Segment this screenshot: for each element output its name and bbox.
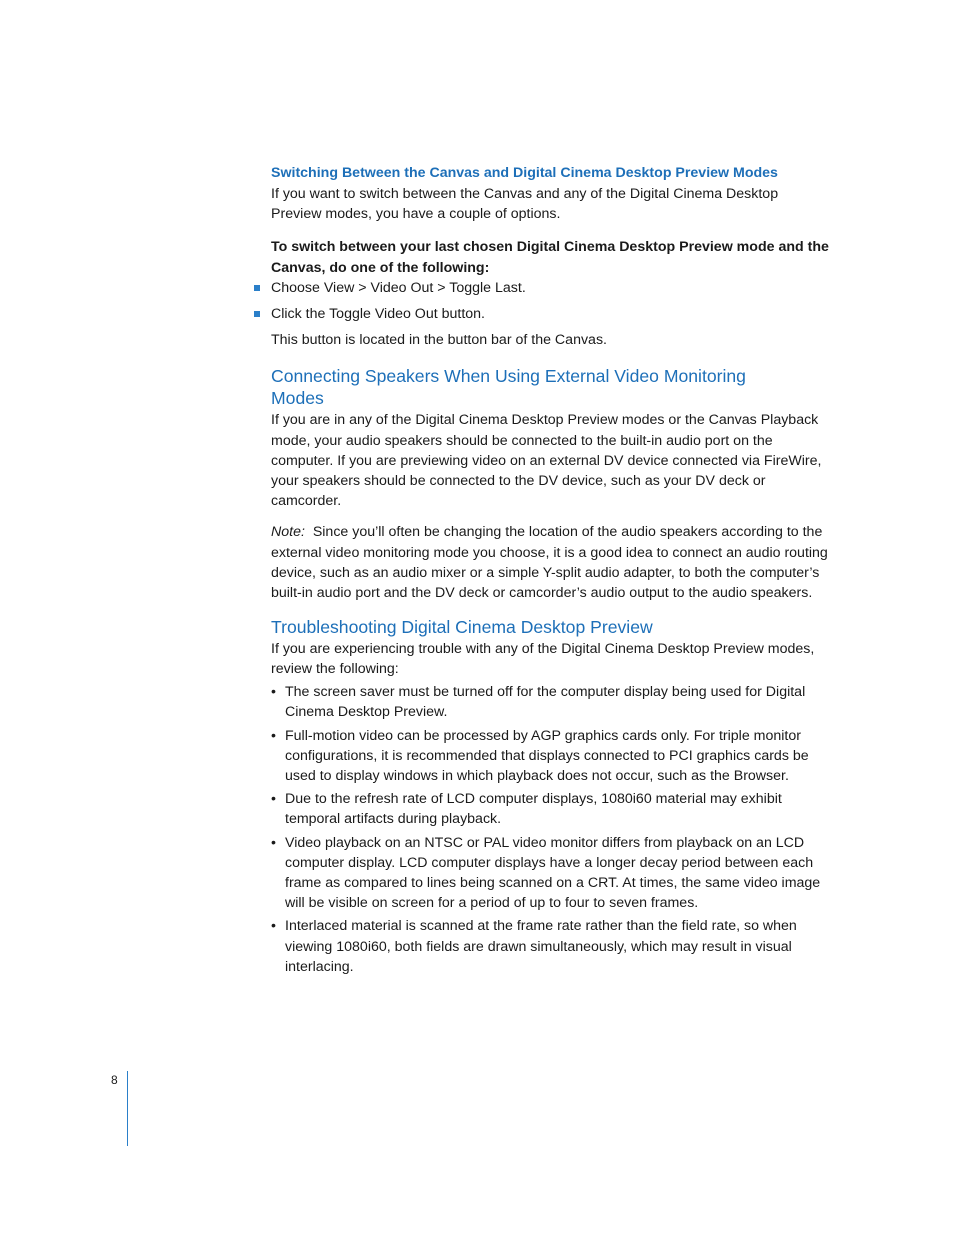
- task-heading: To switch between your last chosen Digital Cinema Desktop Preview mode and the Canvas, do one of the following:: [271, 239, 829, 276]
- section-body-speakers: If you are in any of the Digital Cinema Desktop Preview modes or the Canvas Playback mode, your audio speakers should be connected to the built-in audio port on the computer. If you are previewing video on an external DV device connected via FireWire, your speakers should be connected to the DV device, such as your DV deck or camcorder.: [271, 412, 822, 510]
- page-number: 8: [111, 1073, 118, 1087]
- note-text: Since you’ll often be changing the location of the audio speakers according to the external video monitoring mode you choose, it is a good idea to connect an audio routing device, such as an audio mixer or a simple Y-split audio adapter, to both the computer’s built-in audio port and the DV deck or camcorder’s audio output to the audio speakers.: [271, 524, 828, 602]
- section-heading-speakers: Connecting Speakers When Using External Video Monitoring Modes: [271, 366, 746, 408]
- list-item-text: Full-motion video can be processed by AGP graphics cards only. For triple monitor configurations, it is recommended that displays connected to PCI graphics cards be used to display windows in which playback does not occur, such as the Browser.: [285, 727, 809, 784]
- bullet-icon: •: [271, 918, 276, 935]
- square-bullet-icon: [254, 311, 260, 317]
- list-item: [271, 916, 831, 977]
- section-intro-switching: If you want to switch between the Canvas and any of the Digital Cinema Desktop Preview modes, you have a couple of options.: [271, 186, 779, 223]
- page-content: [271, 163, 831, 977]
- task-steps-list: [271, 278, 831, 324]
- note-paragraph: [271, 522, 831, 603]
- troubleshooting-list: [271, 682, 831, 977]
- bullet-icon: •: [271, 727, 276, 744]
- list-item-text: Due to the refresh rate of LCD computer displays, 1080i60 material may exhibit temporal artifacts during playback.: [285, 791, 782, 828]
- list-item-text: Interlaced material is scanned at the frame rate rather than the field rate, so when viewing 1080i60, both fields are drawn simultaneously, which may result in visual interlacing.: [285, 918, 797, 975]
- note-label: Note:: [271, 524, 305, 541]
- margin-rule: [127, 1071, 128, 1146]
- list-item: [271, 726, 831, 787]
- list-item: [271, 304, 831, 324]
- step-text: Click the Toggle Video Out button.: [271, 306, 486, 323]
- square-bullet-icon: [254, 285, 260, 291]
- list-item: [271, 833, 831, 914]
- list-item-text: The screen saver must be turned off for the computer display being used for Digital Cinema Desktop Preview.: [285, 684, 806, 721]
- bullet-icon: •: [271, 791, 276, 808]
- list-item-text: Video playback on an NTSC or PAL video monitor differs from playback on an LCD computer display. LCD computer displays have a longer decay period between each frame as compared to lines being scanned on a CRT. At times, the same video image will be visible on screen for a period of up to four to seven frames.: [285, 834, 821, 912]
- list-item: [271, 789, 831, 829]
- bullet-icon: •: [271, 684, 276, 701]
- section-heading-switching: Switching Between the Canvas and Digital Cinema Desktop Preview Modes: [271, 165, 778, 181]
- bullet-icon: •: [271, 834, 276, 851]
- step-note: This button is located in the button bar of the Canvas.: [271, 332, 607, 349]
- section-intro-troubleshooting: If you are experiencing trouble with any of the Digital Cinema Desktop Preview modes, review the following:: [271, 640, 815, 677]
- section-heading-troubleshooting: Troubleshooting Digital Cinema Desktop Preview: [271, 617, 653, 638]
- list-item: [271, 278, 831, 298]
- step-text: Choose View > Video Out > Toggle Last.: [271, 279, 526, 296]
- list-item: [271, 682, 831, 722]
